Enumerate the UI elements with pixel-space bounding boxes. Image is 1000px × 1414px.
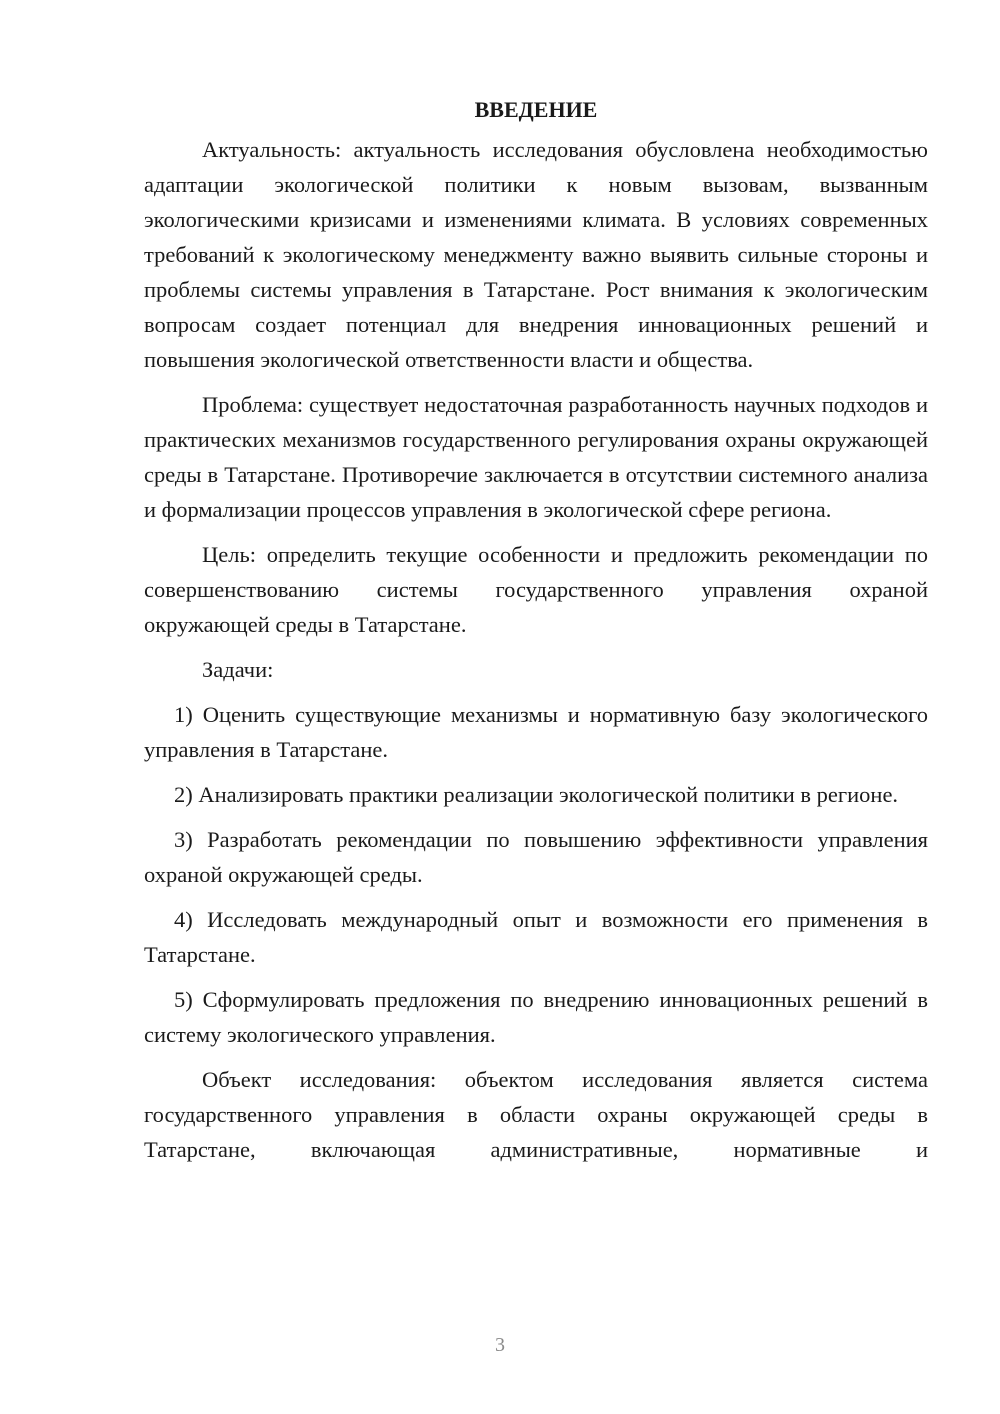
- task-item-5: 5) Сформулировать предложения по внедрению инновационных решений в систему экологического управления.: [144, 987, 928, 1047]
- task-item-4: 4) Исследовать международный опыт и возможности его применения в Татарстане.: [144, 907, 928, 967]
- page-title: ВВЕДЕНИЕ: [474, 97, 598, 122]
- page-number: 3: [495, 1334, 505, 1356]
- task-item-3: 3) Разработать рекомендации по повышению эффективности управления охраной окружающей среды.: [144, 827, 928, 887]
- paragraph-tasks-heading: Задачи:: [202, 657, 274, 682]
- paragraph-object: Объект исследования: объектом исследования является система государственного управления в области охраны окружающей среды в Татарстане, включающая административные, нормативные и: [144, 1067, 928, 1162]
- paragraph-goal: Цель: определить текущие особенности и предложить рекомендации по совершенствованию системы государственного управления охраной окружающей среды в Татарстане.: [144, 542, 928, 637]
- task-item-2: 2) Анализировать практики реализации экологической политики в регионе.: [174, 782, 899, 807]
- document-page: [144, 92, 928, 1167]
- task-item-1: 1) Оценить существующие механизмы и нормативную базу экологического управления в Татарстане.: [144, 702, 928, 762]
- paragraph-relevance: Актуальность: актуальность исследования обусловлена необходимостью адаптации экологической политики к новым вызовам, вызванным экологическими кризисами и изменениями климата. В условиях современных требований к экологическому менеджменту важно выявить сильные стороны и проблемы системы управления в Татарстане. Рост внимания к экологическим вопросам создает потенциал для внедрения инновационных решений и повышения экологической ответственности власти и общества.: [144, 137, 928, 372]
- paragraph-problem: Проблема: существует недостаточная разработанность научных подходов и практических механизмов государственного регулирования охраны окружающей среды в Татарстане. Противоречие заключается в отсутствии системного анализа и формализации процессов управления в экологической сфере региона.: [144, 392, 928, 522]
